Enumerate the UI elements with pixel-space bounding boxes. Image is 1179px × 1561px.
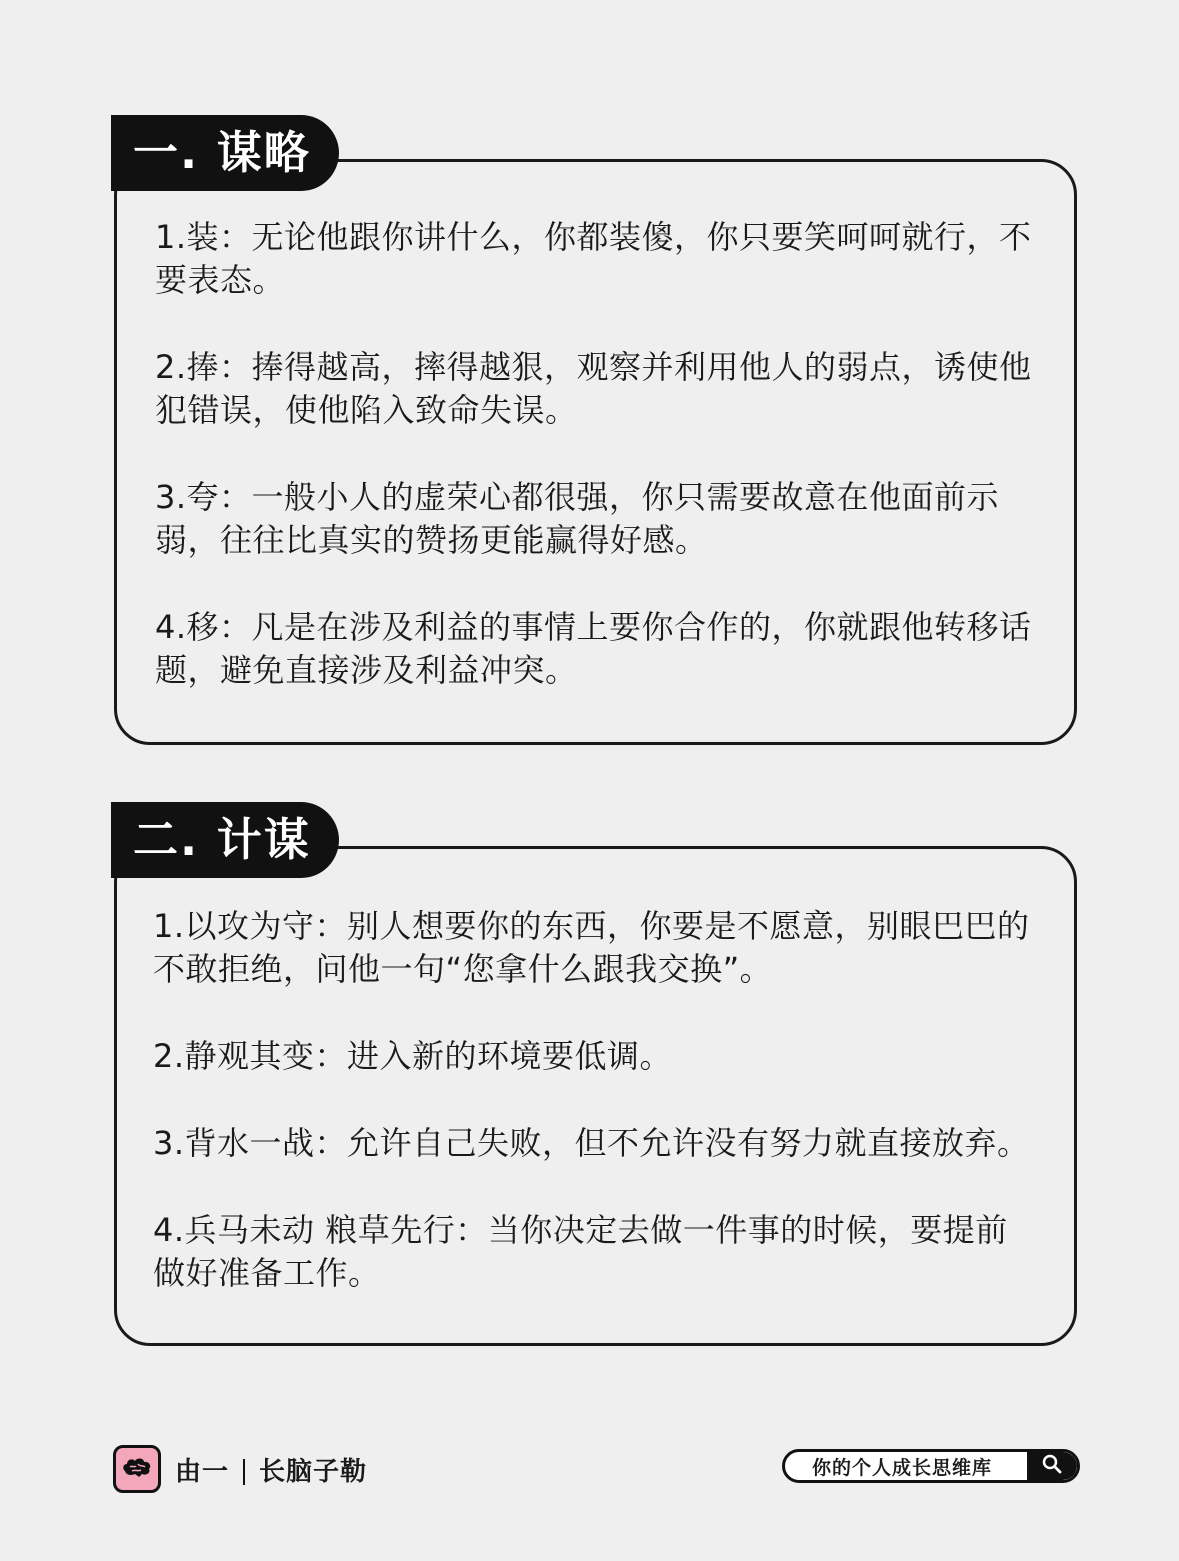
footer-brand	[113, 1442, 367, 1496]
list-item: 3.夸：一般小人的虚荣心都很强，你只需要故意在他面前示弱，往往比真实的赞扬更能赢得好感。	[155, 478, 1000, 559]
brand-name	[175, 1451, 367, 1488]
list-item: 2.捧：捧得越高，摔得越狠，观察并利用他人的弱点，诱使他犯错误，使他陷入致命失误。	[155, 348, 1032, 429]
section-title: 二. 计谋	[111, 802, 339, 878]
brand-right: 长脑子勒	[259, 1456, 368, 1487]
list-item: 3.背水一战：允许自己失败，但不允许没有努力就直接放弃。	[153, 1124, 1030, 1162]
brand-left: 由一	[175, 1456, 230, 1487]
search-bar[interactable]	[782, 1449, 1080, 1483]
section-strategy	[111, 115, 1077, 741]
section-title: 一. 谋略	[111, 115, 339, 191]
item-list	[155, 216, 1037, 736]
search-button[interactable]	[1027, 1452, 1077, 1480]
brand-divider	[243, 1459, 245, 1485]
list-item: 4.移：凡是在涉及利益的事情上要你合作的，你就跟他转移话题，避免直接涉及利益冲突。	[155, 608, 1032, 689]
search-icon	[1041, 1453, 1063, 1479]
brand-logo	[113, 1445, 161, 1493]
list-item: 4.兵马未动 粮草先行：当你决定去做一件事的时候，要提前做好准备工作。	[153, 1211, 1008, 1292]
section-tactics	[111, 802, 1077, 1342]
list-item: 1.以攻为守：别人想要你的东西，你要是不愿意，别眼巴巴的不敢拒绝，问他一句“您拿什么跟我交换”。	[153, 907, 1030, 988]
brain-icon	[121, 1455, 153, 1483]
search-text: 你的个人成长思维库	[811, 1456, 992, 1479]
item-list	[153, 905, 1037, 1339]
list-item: 2.静观其变：进入新的环境要低调。	[153, 1037, 673, 1075]
list-item: 1.装：无论他跟你讲什么，你都装傻，你只要笑呵呵就行，不要表态。	[155, 218, 1032, 299]
